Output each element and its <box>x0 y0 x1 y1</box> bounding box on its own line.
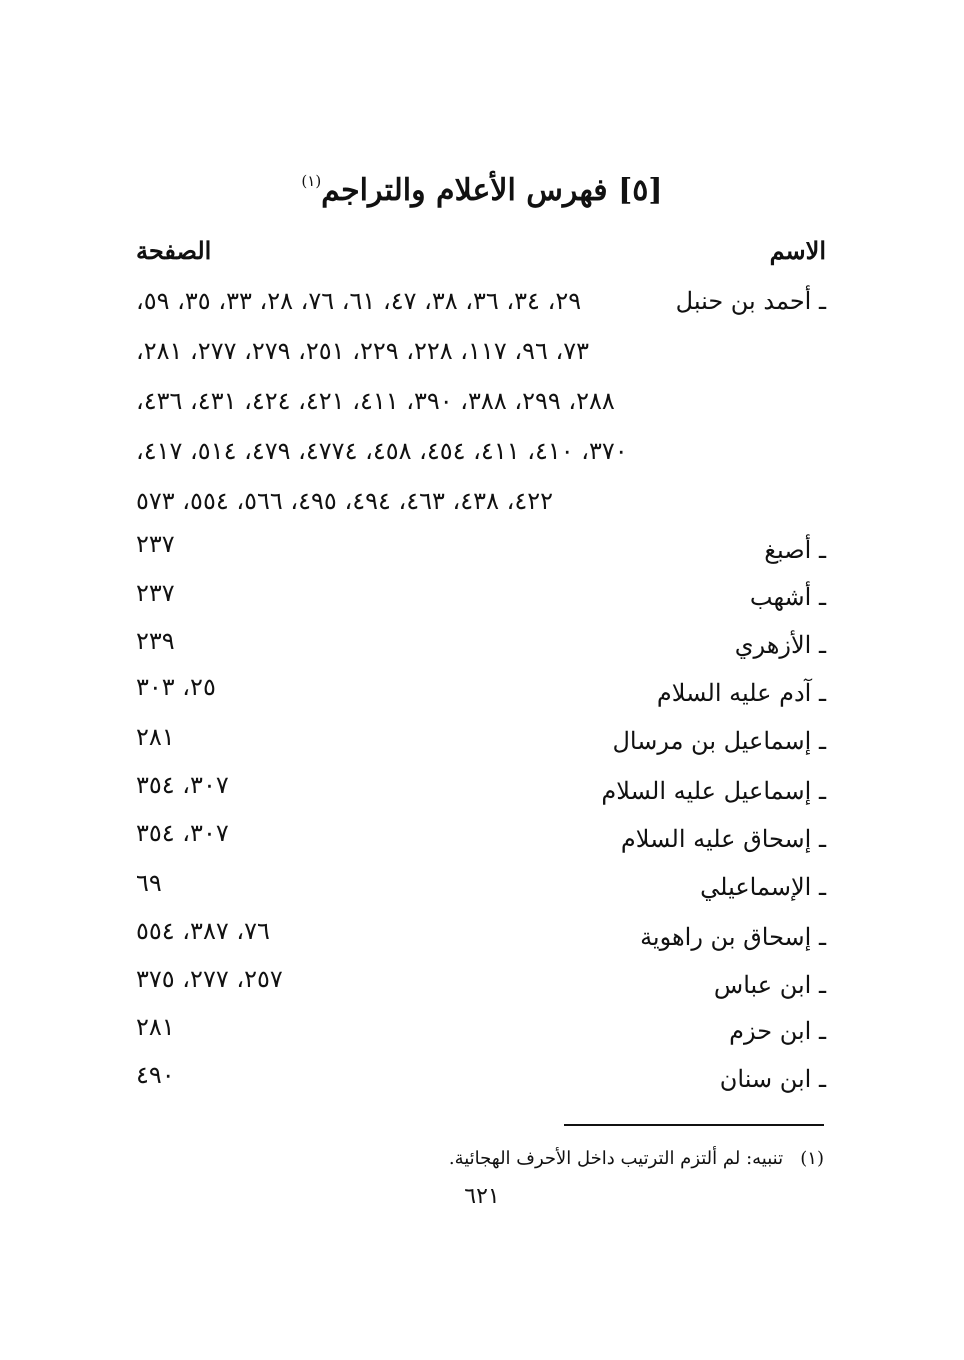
entry-pages: ٣٠٧، ٣٥٤ <box>136 771 229 799</box>
entry-name: ـ إسحاق بن راهوية <box>640 923 826 951</box>
entry-name: ـ أشهب <box>749 583 826 611</box>
footnote <box>449 1148 824 1169</box>
footnote-text: تنبيه: لم ألتزم الترتيب داخل الأحرف الهجائية. <box>448 1148 784 1169</box>
entry-pages: ٣٠٧، ٣٥٤ <box>136 819 229 847</box>
entry-pages: ٢٨١ <box>136 1013 175 1041</box>
entry-name: ـ ابن عباس <box>713 971 826 999</box>
entry-name: ـ الإسماعيلي <box>700 873 826 901</box>
entry-pages-line: ٤٢٢، ٤٣٨، ٤٦٣، ٤٩٤، ٤٩٥، ٥٦٦، ٥٥٤، ٥٧٣ <box>136 487 553 515</box>
entry-name: ـ إسماعيل عليه السلام <box>601 777 826 805</box>
entry-name: ـ ابن سنان <box>719 1065 826 1093</box>
entry-name: ـ آدم عليه السلام <box>656 679 826 707</box>
column-header-page: الصفحة <box>136 236 212 265</box>
entry-pages: ٢٣٧ <box>136 530 175 558</box>
entry-pages: ٢٨١ <box>136 723 175 751</box>
title-footnote-ref: (١) <box>301 172 322 190</box>
entry-pages: ٢٥٧، ٢٧٧، ٣٧٥ <box>136 965 283 993</box>
page-number: ٦٢١ <box>464 1184 500 1209</box>
entry-name: ـ أصبغ <box>764 536 826 564</box>
entry-pages: ٢٣٧ <box>136 579 175 607</box>
footnote-divider <box>564 1124 824 1126</box>
entry-pages-line: ٣٧٠، ٤١٠، ٤١١، ٤٥٤، ٤٥٨، ٤٧٧٤، ٤٧٩، ٥١٤، ٤١٧، <box>136 437 628 465</box>
entry-pages-line: ٢٨٨، ٢٩٩، ٣٨٨، ٣٩٠، ٤١١، ٤٢١، ٤٢٤، ٤٣١، ٤٣٦، <box>136 387 615 415</box>
entry-pages: ٢٣٩ <box>136 627 175 655</box>
entry-pages-line: ٢٩، ٣٤، ٣٦، ٣٨، ٤٧، ٦١، ٧٦، ٢٨، ٣٣، ٣٥، ٥٩، <box>136 287 582 315</box>
entry-pages-line: ٧٣، ٩٦، ١١٧، ٢٢٨، ٢٢٩، ٢٥١، ٢٧٩، ٢٧٧، ٢٨١، <box>136 337 590 365</box>
entry-name: ـ ابن حزم <box>729 1017 826 1045</box>
index-title <box>0 172 964 208</box>
entry-pages: ٢٥، ٣٠٣ <box>136 673 216 701</box>
entry-name: ـ إسحاق عليه السلام <box>620 825 826 853</box>
entry-pages: ٧٦، ٣٨٧، ٥٥٤ <box>136 917 270 945</box>
title-text: [٥] فهرس الأعلام والتراجم <box>321 173 663 208</box>
entry-name: ـ إسماعيل بن مرسال <box>612 727 826 755</box>
entry-pages: ٤٩٠ <box>136 1061 175 1089</box>
column-header-name: الاسم <box>769 236 826 265</box>
entry-name: ـ الأزهري <box>734 631 826 659</box>
footnote-marker: (١) <box>800 1148 824 1169</box>
entry-pages: ٦٩ <box>136 869 162 897</box>
entry-name: ـ أحمد بن حنبل <box>675 287 826 315</box>
